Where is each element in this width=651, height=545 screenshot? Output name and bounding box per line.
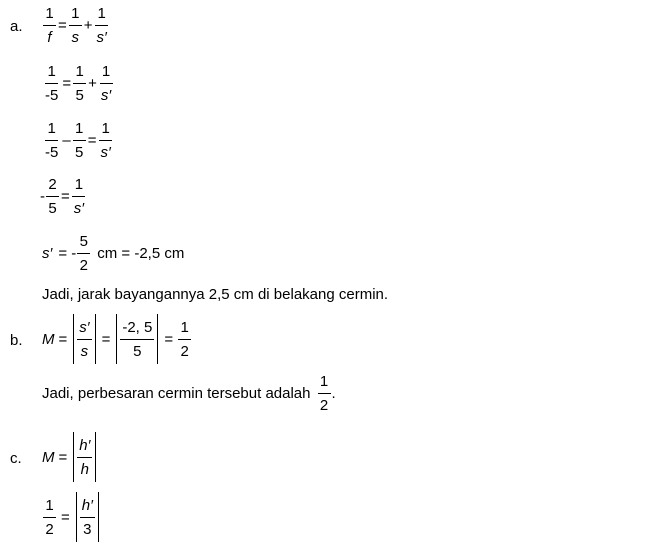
conclusion-b: Jadi, perbesaran cermin tersebut adalah $\frac{1}{2}$ . bbox=[42, 373, 336, 414]
fraction: $\frac{1}{s}$ bbox=[69, 6, 82, 45]
label-c: c. bbox=[10, 450, 22, 467]
conclusion-a: Jadi, jarak bayangannya 2,5 cm di belakang cermin. bbox=[42, 286, 389, 303]
label-a: a. bbox=[10, 18, 23, 35]
absolute-value: $\frac{h'}{3}$ bbox=[76, 492, 99, 542]
fraction: $\frac{1}{f}$ bbox=[43, 6, 56, 45]
equation-a1: $\frac{1}{f}$ = $\frac{1}{s}$ + $\frac{1}{s'}$ bbox=[42, 6, 110, 45]
equation-a5: s′ = - $\frac{5}{2}$ cm = -2,5 cm bbox=[42, 233, 185, 274]
equation-c2: $\frac{1}{2}$ = $\frac{h'}{3}$ bbox=[42, 492, 101, 542]
fraction: $\frac{1}{s'}$ bbox=[96, 5, 107, 46]
equation-a3: $\frac{1}{-5}$ – $\frac{1}{5}$ = $\frac{1}{s'}$ bbox=[45, 120, 111, 161]
label-b: b. bbox=[10, 332, 23, 349]
equation-b: M = $\frac{s'}{s}$ = $\frac{-2, 5}{5}$ = $\frac{1}{2}$ bbox=[42, 314, 192, 364]
absolute-value: $\frac{-2, 5}{5}$ bbox=[116, 314, 158, 364]
absolute-value: $\frac{h'}{h}$ bbox=[73, 432, 96, 482]
equation-a2: $\frac{1}{-5}$ = $\frac{1}{5}$ + $\frac{1}{s'}$ bbox=[45, 63, 112, 104]
equation-c1: M = $\frac{h'}{h}$ bbox=[42, 432, 98, 482]
equation-a4: - $\frac{2}{5}$ = $\frac{1}{s'}$ bbox=[40, 176, 85, 217]
absolute-value: $\frac{s'}{s}$ bbox=[73, 314, 95, 364]
